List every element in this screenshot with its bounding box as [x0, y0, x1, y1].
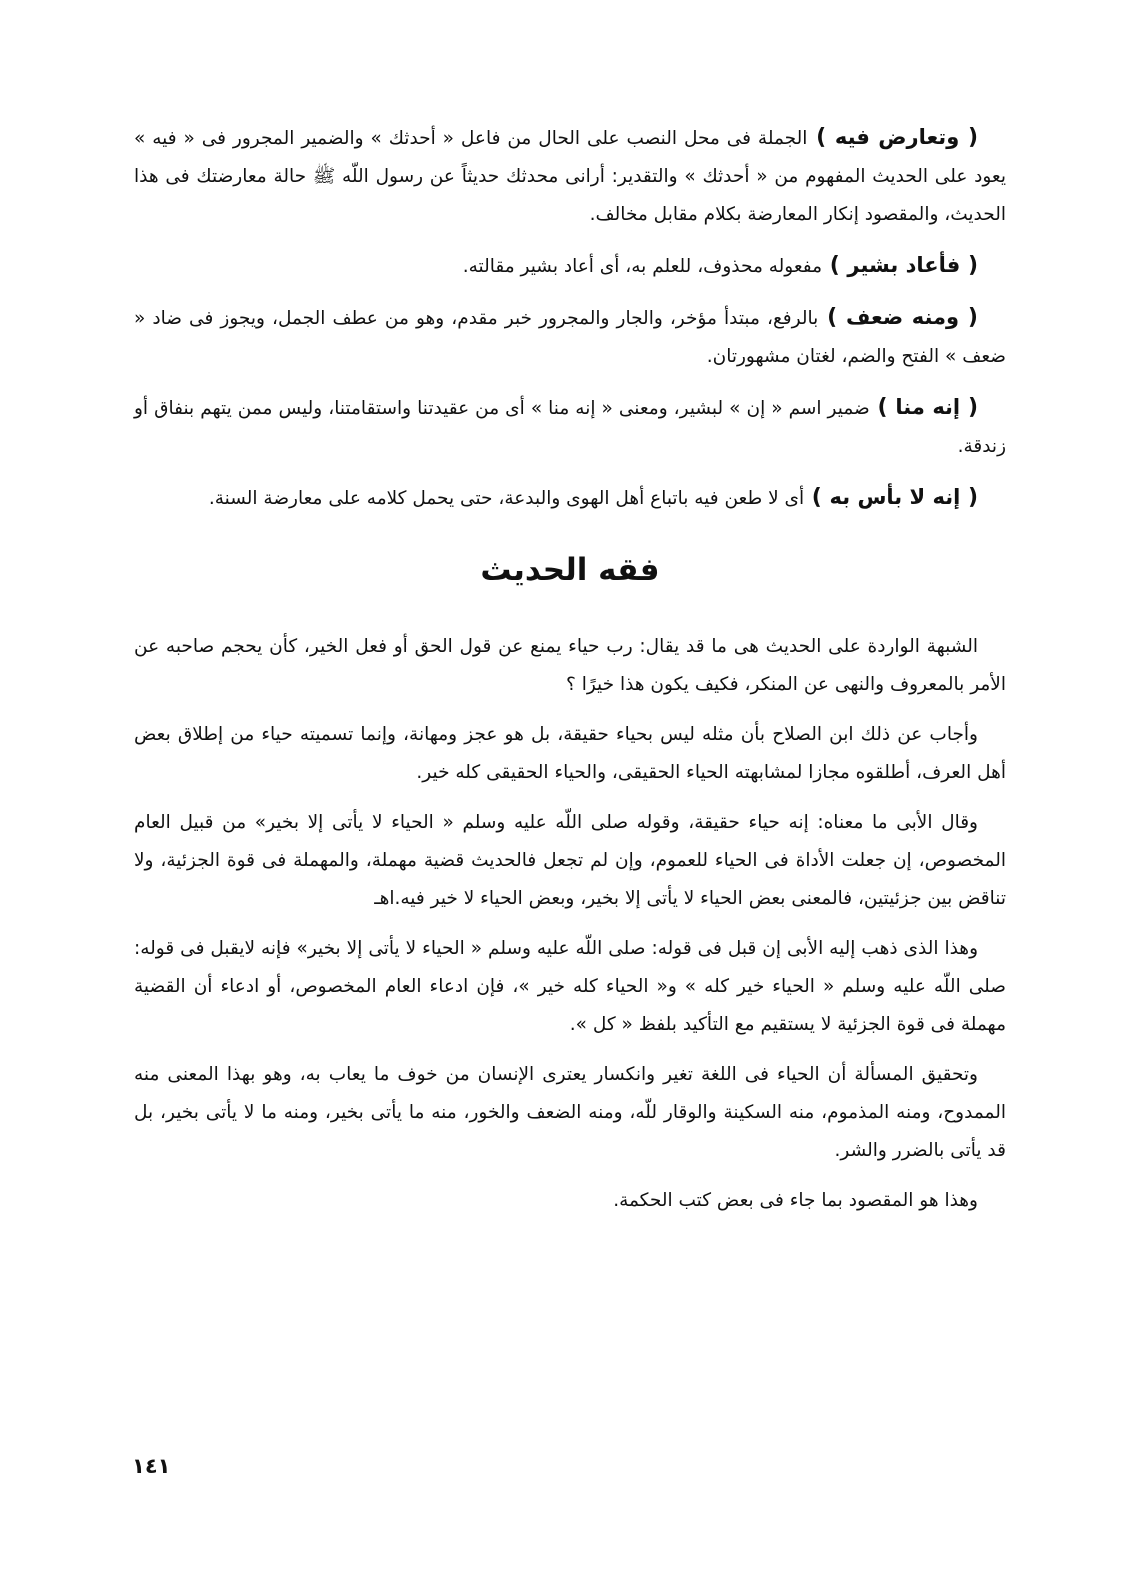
- glossary-term: ومنه ضعف: [846, 305, 960, 329]
- close-paren: ): [807, 125, 835, 150]
- close-paren: ): [822, 253, 848, 278]
- glossary-term: فأعاد بشير: [847, 253, 961, 277]
- glossary-entry-3: [134, 298, 1006, 376]
- body-paragraph: الشبهة الواردة على الحديث هى ما قد يقال: رب حياء يمنع عن قول الحق أو فعل الخير، كأن يحجم صاحبه عن الأمر بالمعروف والنهى عن المنكر، فكيف يكون هذا خيرًا ؟: [134, 636, 1006, 695]
- glossary-text: مفعوله محذوف، للعلم به، أى أعاد بشير مقالته.: [462, 256, 823, 277]
- glossary-term: إنه منا: [895, 395, 961, 419]
- glossary-term: إنه لا بأس به: [829, 485, 961, 509]
- close-paren: ): [818, 305, 847, 330]
- glossary-text: بالرفع، مبتدأ مؤخر، والجار والمجرور خبر مقدم، وهو من عطف الجمل، ويجوز فى ضاد « ضعف » الفتح والضم، لغتان مشهورتان.: [134, 308, 1006, 367]
- glossary-entry-2: [134, 246, 1006, 286]
- open-paren: (: [959, 305, 978, 330]
- glossary-entry-4: [134, 388, 1006, 466]
- open-paren: (: [960, 395, 978, 420]
- body-paragraph: وأجاب عن ذلك ابن الصلاح بأن مثله ليس بحياء حقيقة، بل هو عجز ومهانة، وإنما تسميته حياء من إطلاق بعض أهل العرف، أطلقوه مجازا لمشابهته الحياء الحقيقى، والحياء الحقيقى كله خير.: [134, 724, 1006, 783]
- glossary-text: أى لا طعن فيه باتباع أهل الهوى والبدعة، حتى يحمل كلامه على معارضة السنة.: [208, 488, 805, 509]
- body-paragraph: وهذا هو المقصود بما جاء فى بعض كتب الحكمة.: [613, 1190, 978, 1211]
- glossary-entry-5: [134, 478, 1006, 518]
- glossary-text: ضمير اسم « إن » لبشير، ومعنى « إنه منا » أى من عقيدتنا واستقامتنا، وليس ممن يتهم بنفاق أو زندقة.: [134, 398, 1006, 457]
- body-paragraph: وقال الأبى ما معناه: إنه حياء حقيقة، وقوله صلى اللّه عليه وسلم « الحياء لا يأتى إلا بخير» من قبيل العام المخصوص، إن جعلت الأداة فى الحياء للعموم، وإن لم تجعل فالحديث قضية مهملة، والمهملة فى قوة الجزئية، ولا تناقض بين جزئيتين، فالمعنى بعض الحياء لا يأتى إلا بخير، وبعض الحياء لا خير فيه.اهـ: [134, 812, 1006, 909]
- body-paragraph: وتحقيق المسألة أن الحياء فى اللغة تغير وانكسار يعترى الإنسان من خوف ما يعاب به، وهو بهذا المعنى منه الممدوح، ومنه المذموم، منه السكينة والوقار للّه، ومنه الضعف والخور، منه ما يأتى بخير، ومنه ما لا يأتى بخير، بل قد يأتى بالضرر والشر.: [134, 1064, 1006, 1161]
- close-paren: ): [804, 485, 830, 510]
- section-title: فقه الحديث: [480, 552, 660, 588]
- glossary-term: وتعارض فيه: [834, 125, 960, 149]
- page-number: ١٤١: [132, 1454, 171, 1478]
- open-paren: (: [960, 253, 978, 278]
- glossary-text: الجملة فى محل النصب على الحال من فاعل « أحدثك » والضمير المجرور فى « فيه » يعود على الحديث المفهوم من « أحدثك » والتقدير: أرانى محدثك حديثاً عن رسول اللّه ﷺ حالة معارضتك فى هذا الحديث، والمقصود إنكار المعارضة بكلام مقابل مخالف.: [134, 128, 1006, 225]
- glossary-entry-1: [134, 118, 1006, 234]
- body-paragraph: وهذا الذى ذهب إليه الأبى إن قبل فى قوله: صلى اللّه عليه وسلم « الحياء لا يأتى إلا بخير» فإنه لايقبل فى قوله: صلى اللّه عليه وسلم « الحياء خير كله » و« الحياء كله خير »، فإن ادعاء العام المخصوص، أو ادعاء أن القضية مهملة فى قوة الجزئية لا يستقيم مع التأكيد بلفظ « كل ».: [134, 938, 1006, 1035]
- close-paren: ): [869, 395, 896, 420]
- open-paren: (: [960, 485, 978, 510]
- open-paren: (: [959, 125, 979, 150]
